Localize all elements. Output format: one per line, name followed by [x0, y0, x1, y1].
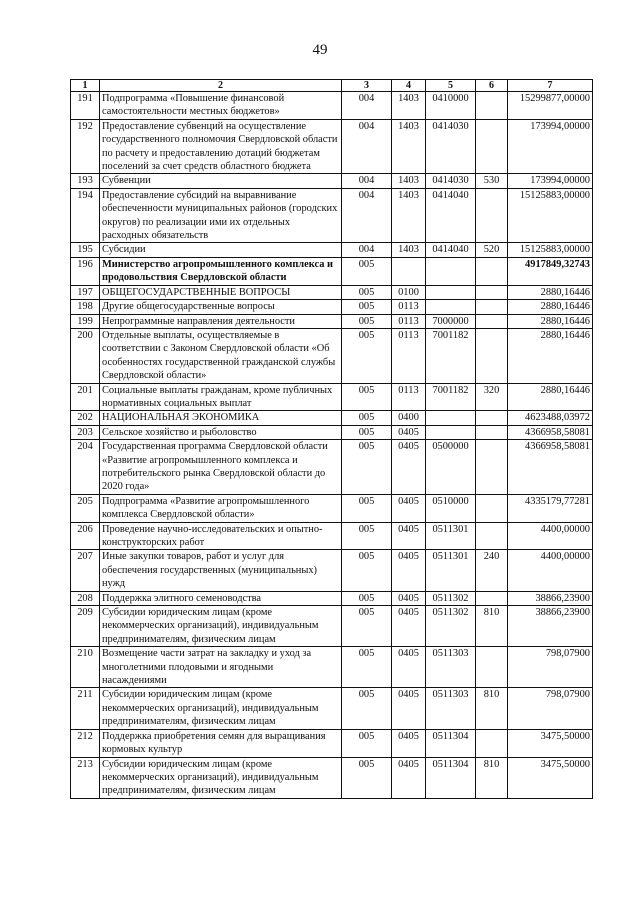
row-number-cell: 208: [71, 591, 100, 605]
table-row: [71, 257, 593, 285]
table-row: [71, 411, 593, 425]
header-cell: 3: [342, 80, 392, 92]
target-code-cell: 7001182: [426, 383, 476, 411]
amount-cell: 173994,00000: [508, 119, 593, 174]
row-name-cell: Отдельные выплаты, осуществляемые в соответствии с Законом Свердловской области «Об особенностях государственной гражданской службы Свердловской области»: [100, 328, 342, 383]
page-number: 49: [312, 42, 328, 58]
row-number-cell: 198: [71, 300, 100, 314]
ministry-code-cell: 005: [342, 688, 392, 729]
table-row: [71, 606, 593, 647]
amount-cell: 38866,23900: [508, 606, 593, 647]
expense-type-cell: 240: [476, 550, 508, 591]
table-row: [71, 425, 593, 439]
amount-cell: 2880,16446: [508, 328, 593, 383]
row-number-cell: 195: [71, 243, 100, 257]
row-number-cell: 192: [71, 119, 100, 174]
expense-type-cell: [476, 411, 508, 425]
row-name-cell: Поддержка элитного семеноводства: [100, 591, 342, 605]
ministry-code-cell: 005: [342, 591, 392, 605]
row-number-cell: 199: [71, 314, 100, 328]
row-name-cell: Возмещение части затрат на закладку и уход за многолетними плодовыми и ягодными насаждениями: [100, 647, 342, 688]
section-code-cell: 1403: [392, 188, 426, 243]
row-number-cell: 196: [71, 257, 100, 285]
section-code-cell: 0405: [392, 688, 426, 729]
section-code-cell: 0405: [392, 522, 426, 550]
target-code-cell: 0511301: [426, 522, 476, 550]
row-number-cell: 204: [71, 440, 100, 495]
row-name-cell: Министерство агропромышленного комплекса и продовольствия Свердловской области: [100, 257, 342, 285]
row-name-cell: Предоставление субвенций на осуществление государственного полномочия Свердловской области по расчету и предоставлению дотаций бюджетам поселений за счет средств областного бюджета: [100, 119, 342, 174]
table-row: [71, 92, 593, 120]
ministry-code-cell: 005: [342, 647, 392, 688]
ministry-code-cell: 005: [342, 440, 392, 495]
row-number-cell: 207: [71, 550, 100, 591]
row-name-cell: ОБЩЕГОСУДАРСТВЕННЫЕ ВОПРОСЫ: [100, 285, 342, 299]
expense-type-cell: [476, 257, 508, 285]
expense-type-cell: [476, 440, 508, 495]
section-code-cell: 0405: [392, 425, 426, 439]
section-code-cell: [392, 257, 426, 285]
table-row: [71, 314, 593, 328]
row-name-cell: Субсидии: [100, 243, 342, 257]
target-code-cell: [426, 425, 476, 439]
amount-cell: 798,07900: [508, 647, 593, 688]
row-name-cell: Другие общегосударственные вопросы: [100, 300, 342, 314]
header-cell: 4: [392, 80, 426, 92]
table-row: [71, 383, 593, 411]
section-code-cell: 0100: [392, 285, 426, 299]
row-number-cell: 194: [71, 188, 100, 243]
amount-cell: 2880,16446: [508, 300, 593, 314]
section-code-cell: 0405: [392, 440, 426, 495]
amount-cell: 2880,16446: [508, 383, 593, 411]
amount-cell: 798,07900: [508, 688, 593, 729]
target-code-cell: 0414040: [426, 188, 476, 243]
header-cell: 2: [100, 80, 342, 92]
table-row: [71, 522, 593, 550]
section-code-cell: 0405: [392, 494, 426, 522]
table-row: [71, 243, 593, 257]
header-cell: 1: [71, 80, 100, 92]
expense-type-cell: [476, 425, 508, 439]
amount-cell: 2880,16446: [508, 285, 593, 299]
row-name-cell: Иные закупки товаров, работ и услуг для обеспечения государственных (муниципальных) нужд: [100, 550, 342, 591]
target-code-cell: 0511302: [426, 591, 476, 605]
expense-type-cell: 810: [476, 757, 508, 798]
target-code-cell: 0511301: [426, 550, 476, 591]
ministry-code-cell: 005: [342, 494, 392, 522]
expense-type-cell: 320: [476, 383, 508, 411]
row-name-cell: Проведение научно-исследовательских и опытно-конструкторских работ: [100, 522, 342, 550]
table-row: [71, 174, 593, 188]
table-row: [71, 688, 593, 729]
row-name-cell: Поддержка приобретения семян для выращивания кормовых культур: [100, 729, 342, 757]
amount-cell: 38866,23900: [508, 591, 593, 605]
row-name-cell: Субвенции: [100, 174, 342, 188]
amount-cell: 4335179,77281: [508, 494, 593, 522]
ministry-code-cell: 005: [342, 285, 392, 299]
ministry-code-cell: 005: [342, 411, 392, 425]
section-code-cell: 0113: [392, 314, 426, 328]
table-row: [71, 300, 593, 314]
amount-cell: 4366958,58081: [508, 425, 593, 439]
table-row: [71, 494, 593, 522]
expense-type-cell: [476, 729, 508, 757]
amount-cell: 3475,50000: [508, 757, 593, 798]
target-code-cell: 0511302: [426, 606, 476, 647]
ministry-code-cell: 005: [342, 606, 392, 647]
target-code-cell: 0414040: [426, 243, 476, 257]
header-row: [71, 80, 593, 92]
target-code-cell: 0511304: [426, 757, 476, 798]
target-code-cell: 0511304: [426, 729, 476, 757]
header-cell: 5: [426, 80, 476, 92]
target-code-cell: 0511303: [426, 647, 476, 688]
ministry-code-cell: 005: [342, 257, 392, 285]
section-code-cell: 0113: [392, 300, 426, 314]
target-code-cell: 0414030: [426, 119, 476, 174]
expense-type-cell: [476, 300, 508, 314]
expense-type-cell: [476, 92, 508, 120]
row-name-cell: Подпрограмма «Развитие агропромышленного комплекса Свердловской области»: [100, 494, 342, 522]
row-number-cell: 209: [71, 606, 100, 647]
ministry-code-cell: 004: [342, 188, 392, 243]
row-name-cell: Субсидии юридическим лицам (кроме некоммерческих организаций), индивидуальным предпринимателям, физическим лицам: [100, 688, 342, 729]
row-name-cell: НАЦИОНАЛЬНАЯ ЭКОНОМИКА: [100, 411, 342, 425]
section-code-cell: 1403: [392, 92, 426, 120]
table-row: [71, 440, 593, 495]
table-row: [71, 757, 593, 798]
expense-type-cell: [476, 188, 508, 243]
expense-type-cell: 810: [476, 688, 508, 729]
row-number-cell: 205: [71, 494, 100, 522]
expense-type-cell: [476, 591, 508, 605]
target-code-cell: [426, 285, 476, 299]
target-code-cell: [426, 300, 476, 314]
ministry-code-cell: 004: [342, 119, 392, 174]
table-row: [71, 188, 593, 243]
target-code-cell: 0414030: [426, 174, 476, 188]
amount-cell: 15299877,00000: [508, 92, 593, 120]
table-row: [71, 591, 593, 605]
ministry-code-cell: 005: [342, 729, 392, 757]
target-code-cell: 0410000: [426, 92, 476, 120]
section-code-cell: 0405: [392, 757, 426, 798]
section-code-cell: 1403: [392, 174, 426, 188]
row-number-cell: 201: [71, 383, 100, 411]
row-number-cell: 210: [71, 647, 100, 688]
budget-table: [70, 79, 593, 799]
section-code-cell: 0405: [392, 550, 426, 591]
row-name-cell: Подпрограмма «Повышение финансовой самостоятельности местных бюджетов»: [100, 92, 342, 120]
row-number-cell: 200: [71, 328, 100, 383]
amount-cell: 2880,16446: [508, 314, 593, 328]
row-number-cell: 191: [71, 92, 100, 120]
ministry-code-cell: 005: [342, 550, 392, 591]
ministry-code-cell: 004: [342, 174, 392, 188]
amount-cell: 3475,50000: [508, 729, 593, 757]
expense-type-cell: [476, 285, 508, 299]
table-row: [71, 647, 593, 688]
ministry-code-cell: 005: [342, 522, 392, 550]
header-cell: 6: [476, 80, 508, 92]
row-name-cell: Сельское хозяйство и рыболовство: [100, 425, 342, 439]
ministry-code-cell: 004: [342, 243, 392, 257]
row-name-cell: Государственная программа Свердловской области «Развитие агропромышленного комплекса и потребительского рынка Свердловской области до 2020 года»: [100, 440, 342, 495]
amount-cell: 15125883,00000: [508, 243, 593, 257]
ministry-code-cell: 005: [342, 328, 392, 383]
row-number-cell: 213: [71, 757, 100, 798]
row-name-cell: Непрограммные направления деятельности: [100, 314, 342, 328]
expense-type-cell: [476, 647, 508, 688]
ministry-code-cell: 005: [342, 425, 392, 439]
table-row: [71, 285, 593, 299]
row-number-cell: 206: [71, 522, 100, 550]
target-code-cell: 0500000: [426, 440, 476, 495]
amount-cell: 4917849,32743: [508, 257, 593, 285]
expense-type-cell: 520: [476, 243, 508, 257]
row-name-cell: Социальные выплаты гражданам, кроме публичных нормативных социальных выплат: [100, 383, 342, 411]
section-code-cell: 1403: [392, 243, 426, 257]
target-code-cell: [426, 257, 476, 285]
section-code-cell: 0405: [392, 647, 426, 688]
row-number-cell: 202: [71, 411, 100, 425]
row-number-cell: 197: [71, 285, 100, 299]
amount-cell: 4623488,03972: [508, 411, 593, 425]
row-number-cell: 193: [71, 174, 100, 188]
section-code-cell: 0405: [392, 591, 426, 605]
target-code-cell: 0510000: [426, 494, 476, 522]
table-row: [71, 550, 593, 591]
ministry-code-cell: 004: [342, 92, 392, 120]
row-name-cell: Предоставление субсидий на выравнивание обеспеченности муниципальных районов (городских округов) по реализации ими их отдельных расходных обязательств: [100, 188, 342, 243]
section-code-cell: 1403: [392, 119, 426, 174]
amount-cell: 4366958,58081: [508, 440, 593, 495]
amount-cell: 4400,00000: [508, 522, 593, 550]
ministry-code-cell: 005: [342, 383, 392, 411]
row-name-cell: Субсидии юридическим лицам (кроме некоммерческих организаций), индивидуальным предпринимателям, физическим лицам: [100, 606, 342, 647]
amount-cell: 4400,00000: [508, 550, 593, 591]
target-code-cell: 0511303: [426, 688, 476, 729]
target-code-cell: [426, 411, 476, 425]
header-cell: 7: [508, 80, 593, 92]
amount-cell: 15125883,00000: [508, 188, 593, 243]
section-code-cell: 0405: [392, 606, 426, 647]
expense-type-cell: [476, 328, 508, 383]
amount-cell: 173994,00000: [508, 174, 593, 188]
section-code-cell: 0113: [392, 328, 426, 383]
target-code-cell: 7000000: [426, 314, 476, 328]
row-name-cell: Субсидии юридическим лицам (кроме некоммерческих организаций), индивидуальным предпринимателям, физическим лицам: [100, 757, 342, 798]
table-row: [71, 328, 593, 383]
table-body: [71, 92, 593, 799]
expense-type-cell: [476, 522, 508, 550]
table-row: [71, 119, 593, 174]
section-code-cell: 0405: [392, 729, 426, 757]
section-code-cell: 0113: [392, 383, 426, 411]
row-number-cell: 211: [71, 688, 100, 729]
row-number-cell: 203: [71, 425, 100, 439]
expense-type-cell: 530: [476, 174, 508, 188]
expense-type-cell: [476, 314, 508, 328]
target-code-cell: 7001182: [426, 328, 476, 383]
expense-type-cell: 810: [476, 606, 508, 647]
row-number-cell: 212: [71, 729, 100, 757]
expense-type-cell: [476, 119, 508, 174]
ministry-code-cell: 005: [342, 300, 392, 314]
ministry-code-cell: 005: [342, 314, 392, 328]
expense-type-cell: [476, 494, 508, 522]
ministry-code-cell: 005: [342, 757, 392, 798]
table-row: [71, 729, 593, 757]
section-code-cell: 0400: [392, 411, 426, 425]
